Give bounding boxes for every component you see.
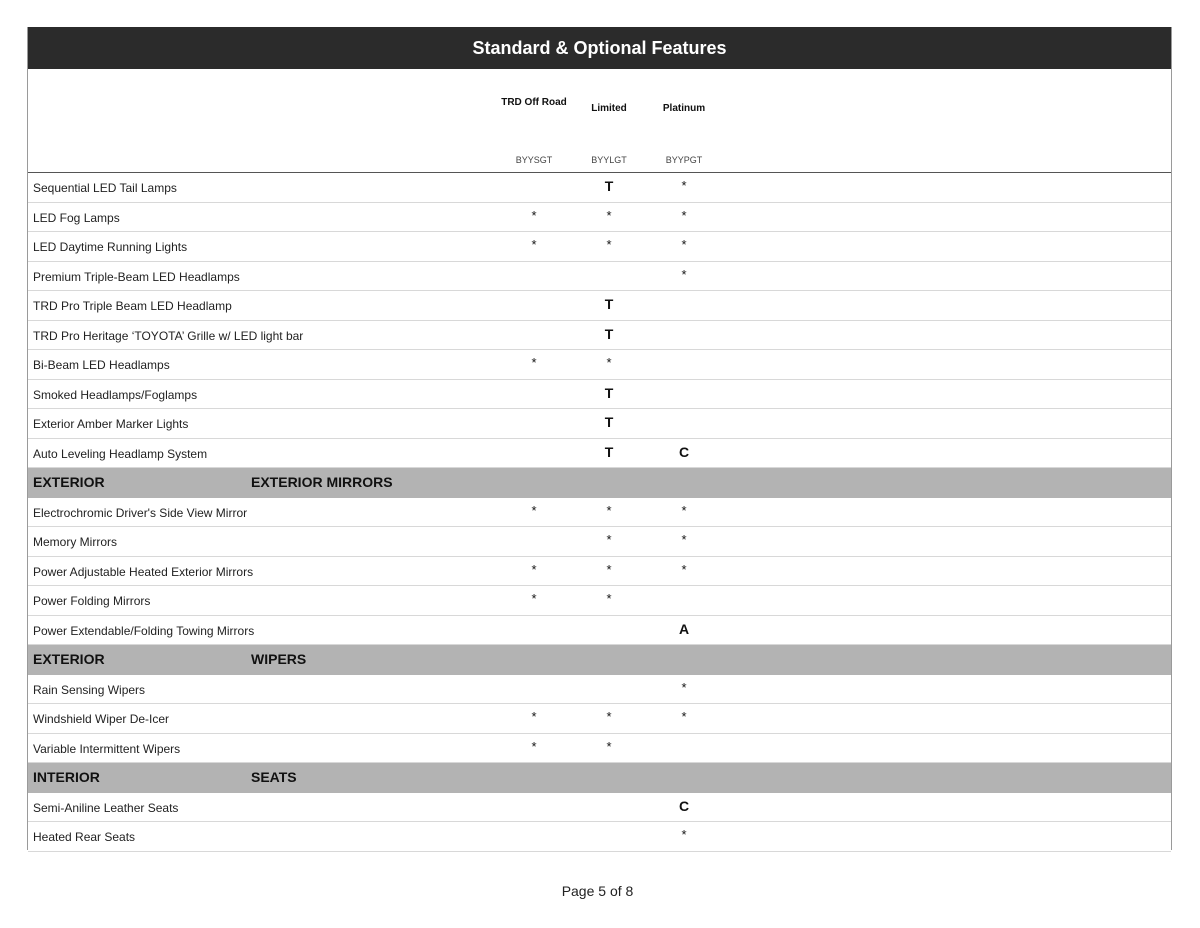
- column-header: [28, 69, 1171, 173]
- availability-mark: T: [604, 178, 614, 194]
- feature-row: [28, 793, 1171, 823]
- feature-label: LED Daytime Running Lights: [33, 240, 188, 254]
- feature-label: Power Extendable/Folding Towing Mirrors: [33, 623, 255, 638]
- availability-mark: T: [604, 443, 614, 460]
- availability-mark: T: [604, 414, 614, 430]
- column-code-platinum: BYYPGT: [665, 155, 703, 165]
- availability-mark: *: [681, 502, 687, 518]
- column-name-limited: Limited: [591, 103, 627, 114]
- availability-mark: *: [681, 709, 687, 724]
- page-number: Page 5 of 8: [561, 883, 634, 899]
- feature-row: [28, 586, 1171, 616]
- feature-table: [28, 173, 1171, 852]
- section-category: EXTERIOR: [33, 651, 105, 667]
- section-header: [28, 763, 1171, 793]
- feature-label: Semi-Aniline Leather Seats: [33, 800, 179, 815]
- feature-row: [28, 291, 1171, 321]
- availability-mark: *: [531, 207, 537, 223]
- availability-mark: *: [606, 532, 612, 547]
- section-category: INTERIOR: [33, 769, 100, 785]
- feature-label: Memory Mirrors: [33, 535, 117, 549]
- feature-label: Variable Intermittent Wipers: [33, 741, 181, 756]
- features-sheet: [27, 27, 1172, 850]
- availability-mark: *: [531, 355, 537, 370]
- availability-mark: *: [606, 502, 612, 518]
- feature-row: [28, 380, 1171, 410]
- feature-label: TRD Pro Triple Beam LED Headlamp: [33, 299, 232, 313]
- availability-mark: *: [681, 827, 687, 842]
- availability-mark: *: [681, 237, 687, 252]
- column-code-trd-off-road: BYYSGT: [515, 155, 553, 165]
- feature-row: [28, 557, 1171, 587]
- availability-mark: *: [531, 709, 537, 724]
- feature-row: [28, 232, 1171, 262]
- feature-label: Smoked Headlamps/Foglamps: [33, 387, 198, 402]
- availability-mark: T: [604, 296, 614, 312]
- feature-row: [28, 203, 1171, 233]
- availability-mark: *: [606, 738, 612, 754]
- feature-label: Rain Sensing Wipers: [33, 682, 146, 697]
- column-name-trd-off-road: TRD Off Road: [501, 97, 567, 108]
- feature-row: [28, 675, 1171, 705]
- availability-mark: T: [604, 325, 614, 342]
- availability-mark: *: [606, 591, 612, 606]
- availability-mark: *: [606, 709, 612, 724]
- feature-row: [28, 321, 1171, 351]
- availability-mark: *: [681, 679, 687, 695]
- feature-row: [28, 409, 1171, 439]
- feature-label: Bi-Beam LED Headlamps: [33, 358, 170, 372]
- feature-row: [28, 439, 1171, 469]
- section-header: [28, 468, 1171, 498]
- section-subcategory: SEATS: [251, 769, 297, 785]
- availability-mark: *: [681, 561, 687, 577]
- section-category: EXTERIOR: [33, 474, 105, 490]
- section-header: [28, 645, 1171, 675]
- feature-label: Electrochromic Driver's Side View Mirror: [33, 505, 248, 520]
- availability-mark: A: [678, 620, 690, 637]
- availability-mark: *: [681, 532, 687, 547]
- feature-label: Windshield Wiper De-Icer: [33, 712, 170, 726]
- availability-mark: C: [678, 797, 690, 814]
- feature-row: [28, 734, 1171, 764]
- availability-mark: *: [531, 502, 537, 518]
- feature-row: [28, 704, 1171, 734]
- feature-row: [28, 822, 1171, 852]
- column-code-limited: BYYLGT: [591, 155, 627, 165]
- feature-label: Sequential LED Tail Lamps: [33, 181, 177, 195]
- availability-mark: *: [531, 738, 537, 754]
- feature-row: [28, 350, 1171, 380]
- availability-mark: *: [606, 237, 612, 252]
- feature-label: Power Folding Mirrors: [33, 594, 151, 608]
- availability-mark: *: [606, 355, 612, 370]
- availability-mark: *: [606, 561, 612, 577]
- availability-mark: *: [681, 207, 687, 223]
- availability-mark: *: [681, 178, 687, 193]
- feature-row: [28, 173, 1171, 203]
- feature-label: Heated Rear Seats: [33, 830, 136, 844]
- availability-mark: C: [678, 443, 690, 460]
- feature-label: Auto Leveling Headlamp System: [33, 446, 208, 461]
- page-title: Standard & Optional Features: [28, 27, 1171, 69]
- section-subcategory: WIPERS: [251, 651, 307, 667]
- feature-row: [28, 498, 1171, 528]
- feature-label: Premium Triple-Beam LED Headlamps: [33, 269, 240, 284]
- availability-mark: *: [531, 591, 537, 606]
- availability-mark: *: [681, 266, 687, 282]
- availability-mark: *: [531, 561, 537, 577]
- feature-row: [28, 616, 1171, 646]
- feature-label: LED Fog Lamps: [33, 210, 120, 225]
- feature-label: TRD Pro Heritage ‘TOYOTA’ Grille w/ LED light bar: [33, 328, 304, 343]
- section-subcategory: EXTERIOR MIRRORS: [251, 474, 393, 490]
- availability-mark: T: [604, 384, 614, 401]
- availability-mark: *: [606, 207, 612, 223]
- feature-row: [28, 262, 1171, 292]
- feature-label: Power Adjustable Heated Exterior Mirrors: [33, 564, 254, 579]
- feature-row: [28, 527, 1171, 557]
- availability-mark: *: [531, 237, 537, 252]
- column-name-platinum: Platinum: [662, 103, 706, 114]
- feature-label: Exterior Amber Marker Lights: [33, 417, 189, 431]
